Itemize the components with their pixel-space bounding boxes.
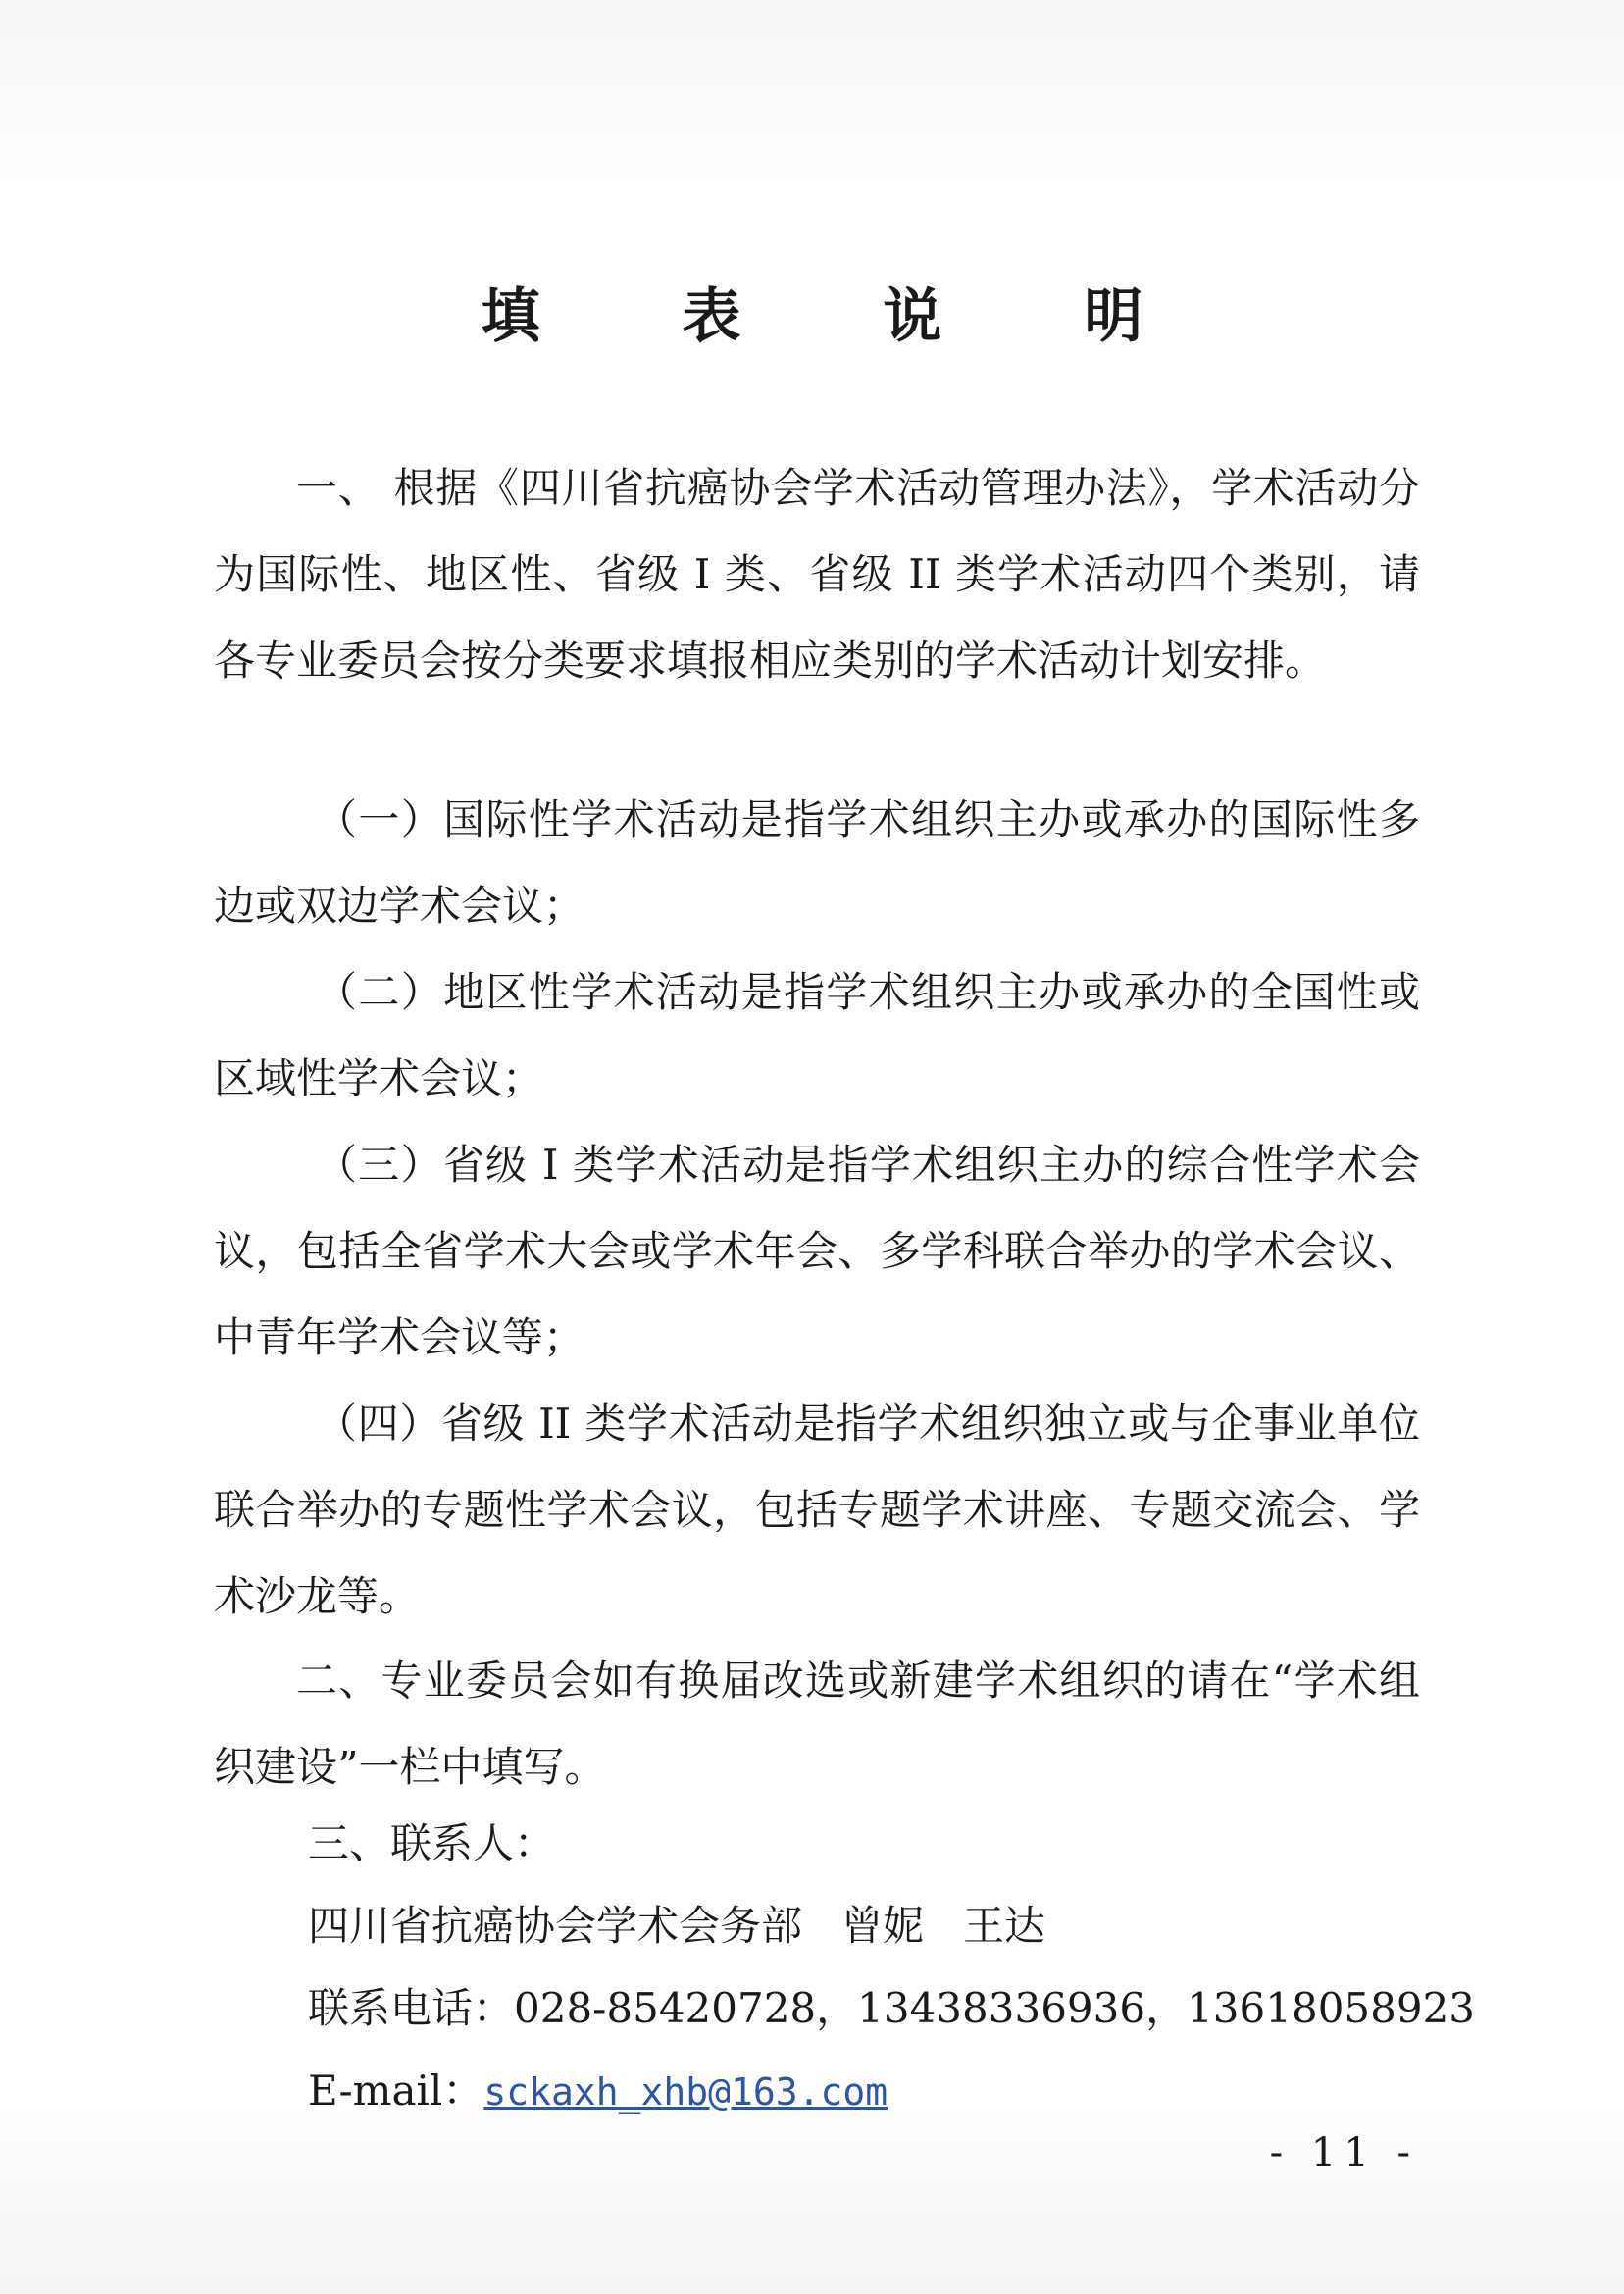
section2-text: 二、专业委员会如有换届改选或新建学术组织的请在“学术组织建设”一栏中填写。: [214, 1657, 1420, 1791]
email-label: E-mail：: [308, 2066, 484, 2115]
email-link[interactable]: sckaxh_xhb@163.com: [483, 2070, 888, 2114]
contact-org-line: [308, 1897, 1045, 1956]
page-title: 填 表 说 明: [481, 282, 1204, 351]
contact-heading: 三、联系人：: [308, 1819, 556, 1867]
contact-phone-line: [308, 1979, 1475, 2038]
contact-email-line: [308, 2062, 888, 2121]
section1-item3: （三）省级 I 类学术活动是指学术组织主办的综合性学术会议，包括全省学术大会或学术年会、多学科联合举办的学术会议、中青年学术会议等；: [214, 1141, 1420, 1361]
section1-item4: （四）省级 II 类学术活动是指学术组织独立或与企事业单位联合举办的专题性学术会议，包括专题学术讲座、专题交流会、学术沙龙等。: [214, 1400, 1420, 1620]
section1-item2: （二）地区性学术活动是指学术组织主办或承办的全国性或区域性学术会议；: [214, 968, 1420, 1102]
contact-org: 四川省抗癌协会学术会务部: [308, 1902, 803, 1950]
contact-person-1: 曾妮: [841, 1902, 925, 1950]
contact-person-2: 王达: [963, 1902, 1046, 1950]
section1-item1: （一）国际性学术活动是指学术组织主办或承办的国际性多边或双边学术会议；: [214, 795, 1420, 930]
page-number: - 11 -: [1269, 2130, 1418, 2175]
phone-numbers: 028-85420728，13438336936，13618058923: [514, 1984, 1476, 2032]
section1-intro: 一、 根据《四川省抗癌协会学术活动管理办法》，学术活动分为国际性、地区性、省级 I 类、省级 II 类学术活动四个类别，请各专业委员会按分类要求填报相应类别的学术活动计划安排。: [214, 464, 1420, 685]
phone-label: 联系电话：: [308, 1984, 515, 2032]
